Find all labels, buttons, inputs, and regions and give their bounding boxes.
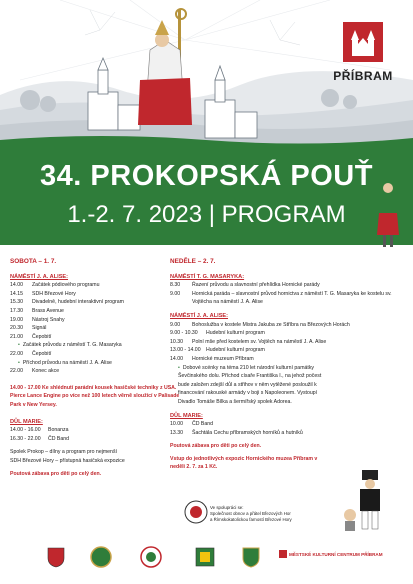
saturday-location-marie: DŮL MARIE: <box>10 418 43 425</box>
list-item: 22.00 Čepobití <box>10 350 52 357</box>
event-dates: 1.-2. 7. 2023 | PROGRAM <box>67 201 346 228</box>
sponsor-text: Ve spolupráci se: Společnost obnov a přátel Březových Hor a Římskokatolickou farností Březové Hory <box>210 505 292 522</box>
procession-start: • Začátek průvodu z náměstí T. G. Masaryka <box>10 341 180 350</box>
workshop-note: Spolek Prokop – dílny a program pro nejmenší <box>10 449 117 456</box>
fire-expo-note: SDH Březové Hory – přístupná hasičská expozice <box>10 457 125 464</box>
coat-of-arms-icon <box>45 546 67 568</box>
event-title: 34. PROKOPSKÁ POUŤ <box>40 160 373 192</box>
sunday-location-alise: NÁMĚSTÍ J. A. ALISE: <box>170 312 229 319</box>
list-item: 10.00 ČD Band <box>170 421 214 428</box>
list-item: 15.30 Divadelně, hudební interaktivní program <box>10 299 124 306</box>
mkc-logo-icon <box>279 550 287 558</box>
list-item: 14.00 - 16.00 Bonanza <box>10 427 69 434</box>
list-item: 17.30 Brass Avenue <box>10 307 64 314</box>
list-item: 14.15 SDH Březové Hory <box>10 290 76 297</box>
museum-scenes: • Dobové scénky na téma 210 let národní kulturní památky Ševčinského dolu. Příchod císaře Františka I., na jehož počest bude založen zdejší důl a střihov v něm vytěžené posloužil k financování rakouské armády v boji s Napoleonem. Vystoupí Divadlo Tomáše Bílka a šermířský spolek Adorea. <box>170 364 328 407</box>
fire-engine-note: 14.00 - 17.00 Ke shlédnutí parádní kousek hasičské techniky z USA. Pierce Lance Engine po více než 100 letech věrně sloužící v Palisade Park v New Yersey. <box>10 384 180 408</box>
list-item: 21.00 Čepobití <box>10 333 52 340</box>
list-item: 13.30 Šachtála Cechu příbramských horníků a hutníků <box>170 429 303 436</box>
sunday-kids-note: Poutová zábava pro děti po celý den. <box>170 443 262 450</box>
list-item: 8.30 Řazení průvodu a slavnostní přehlídka Hornické parády <box>170 282 320 289</box>
saturday-column <box>10 258 180 479</box>
saturday-location-alise: NÁMĚSTÍ J. A. ALISE: <box>10 273 69 280</box>
round-green-seal-icon <box>90 546 112 568</box>
museum-seal-icon <box>140 546 162 568</box>
list-item: 14.00 Hornické muzeum Příbram <box>170 355 254 362</box>
sunday-column <box>170 258 405 472</box>
saturday-schedule <box>10 281 180 376</box>
brand-name: PŘÍBRAM <box>333 69 393 83</box>
list-item: 9.00 Hornická paráda – slavnostní průvod hornictva z náměstí T. G. Masaryka ke kostelu sv. Vojtěcha na náměstí J. A. Alise <box>170 290 392 306</box>
club-badge-icon <box>194 546 216 568</box>
list-item: 20.30 Signál <box>10 325 47 332</box>
saturday-heading: SOBOTA – 1. 7. <box>10 258 57 265</box>
church-logo-icon <box>343 22 383 62</box>
list-item: 10.30 Polní mše před kostelem sv. Vojtěch na náměstí J. A. Alise <box>170 338 327 345</box>
kids-note: Poutová zábava pro děti po celý den. <box>10 471 102 478</box>
list-item: 16.30 - 22.00 ČD Band <box>10 435 70 442</box>
miner-figure <box>340 470 400 532</box>
list-item: 22.00 Konec akce <box>10 368 60 375</box>
mkc-name: MĚSTSKÉ KULTURNÍ CENTRUM PŘÍBRAM <box>289 552 383 557</box>
sunday-heading: NEDĚLE – 2. 7. <box>170 258 216 265</box>
sunday-location-marie: DŮL MARIE: <box>170 412 203 419</box>
sunday-location-masaryk: NÁMĚSTÍ T. G. MASARYKA: <box>170 273 245 280</box>
procession-arrival: • Příchod průvodu na náměstí J. A. Alise <box>10 359 180 368</box>
sponsor-seal-icon <box>184 500 208 524</box>
shield-icon <box>240 546 262 568</box>
list-item: 13.00 - 14.00 Hudební kulturní program <box>170 347 265 354</box>
saint-figure <box>138 9 192 125</box>
list-item: 14.00 Začátek pódiového programu <box>10 282 100 289</box>
museum-entry-note: Vstup do jednotlivých expozic Hornického muzea Příbram v neděli 2. 7. za 1 Kč. <box>170 455 318 471</box>
list-item: 9.00 - 10.30 Hudební kulturní program <box>170 330 265 337</box>
list-item: 19.00 Nástroj Snahy <box>10 316 65 323</box>
folk-figure <box>376 180 400 250</box>
pribram-logo <box>327 22 399 92</box>
list-item: 9.00 Bohoslužba v kostele Mistra Jakuba ze Stříbra na Březových Horách <box>170 321 350 328</box>
footer-logos <box>0 534 413 584</box>
